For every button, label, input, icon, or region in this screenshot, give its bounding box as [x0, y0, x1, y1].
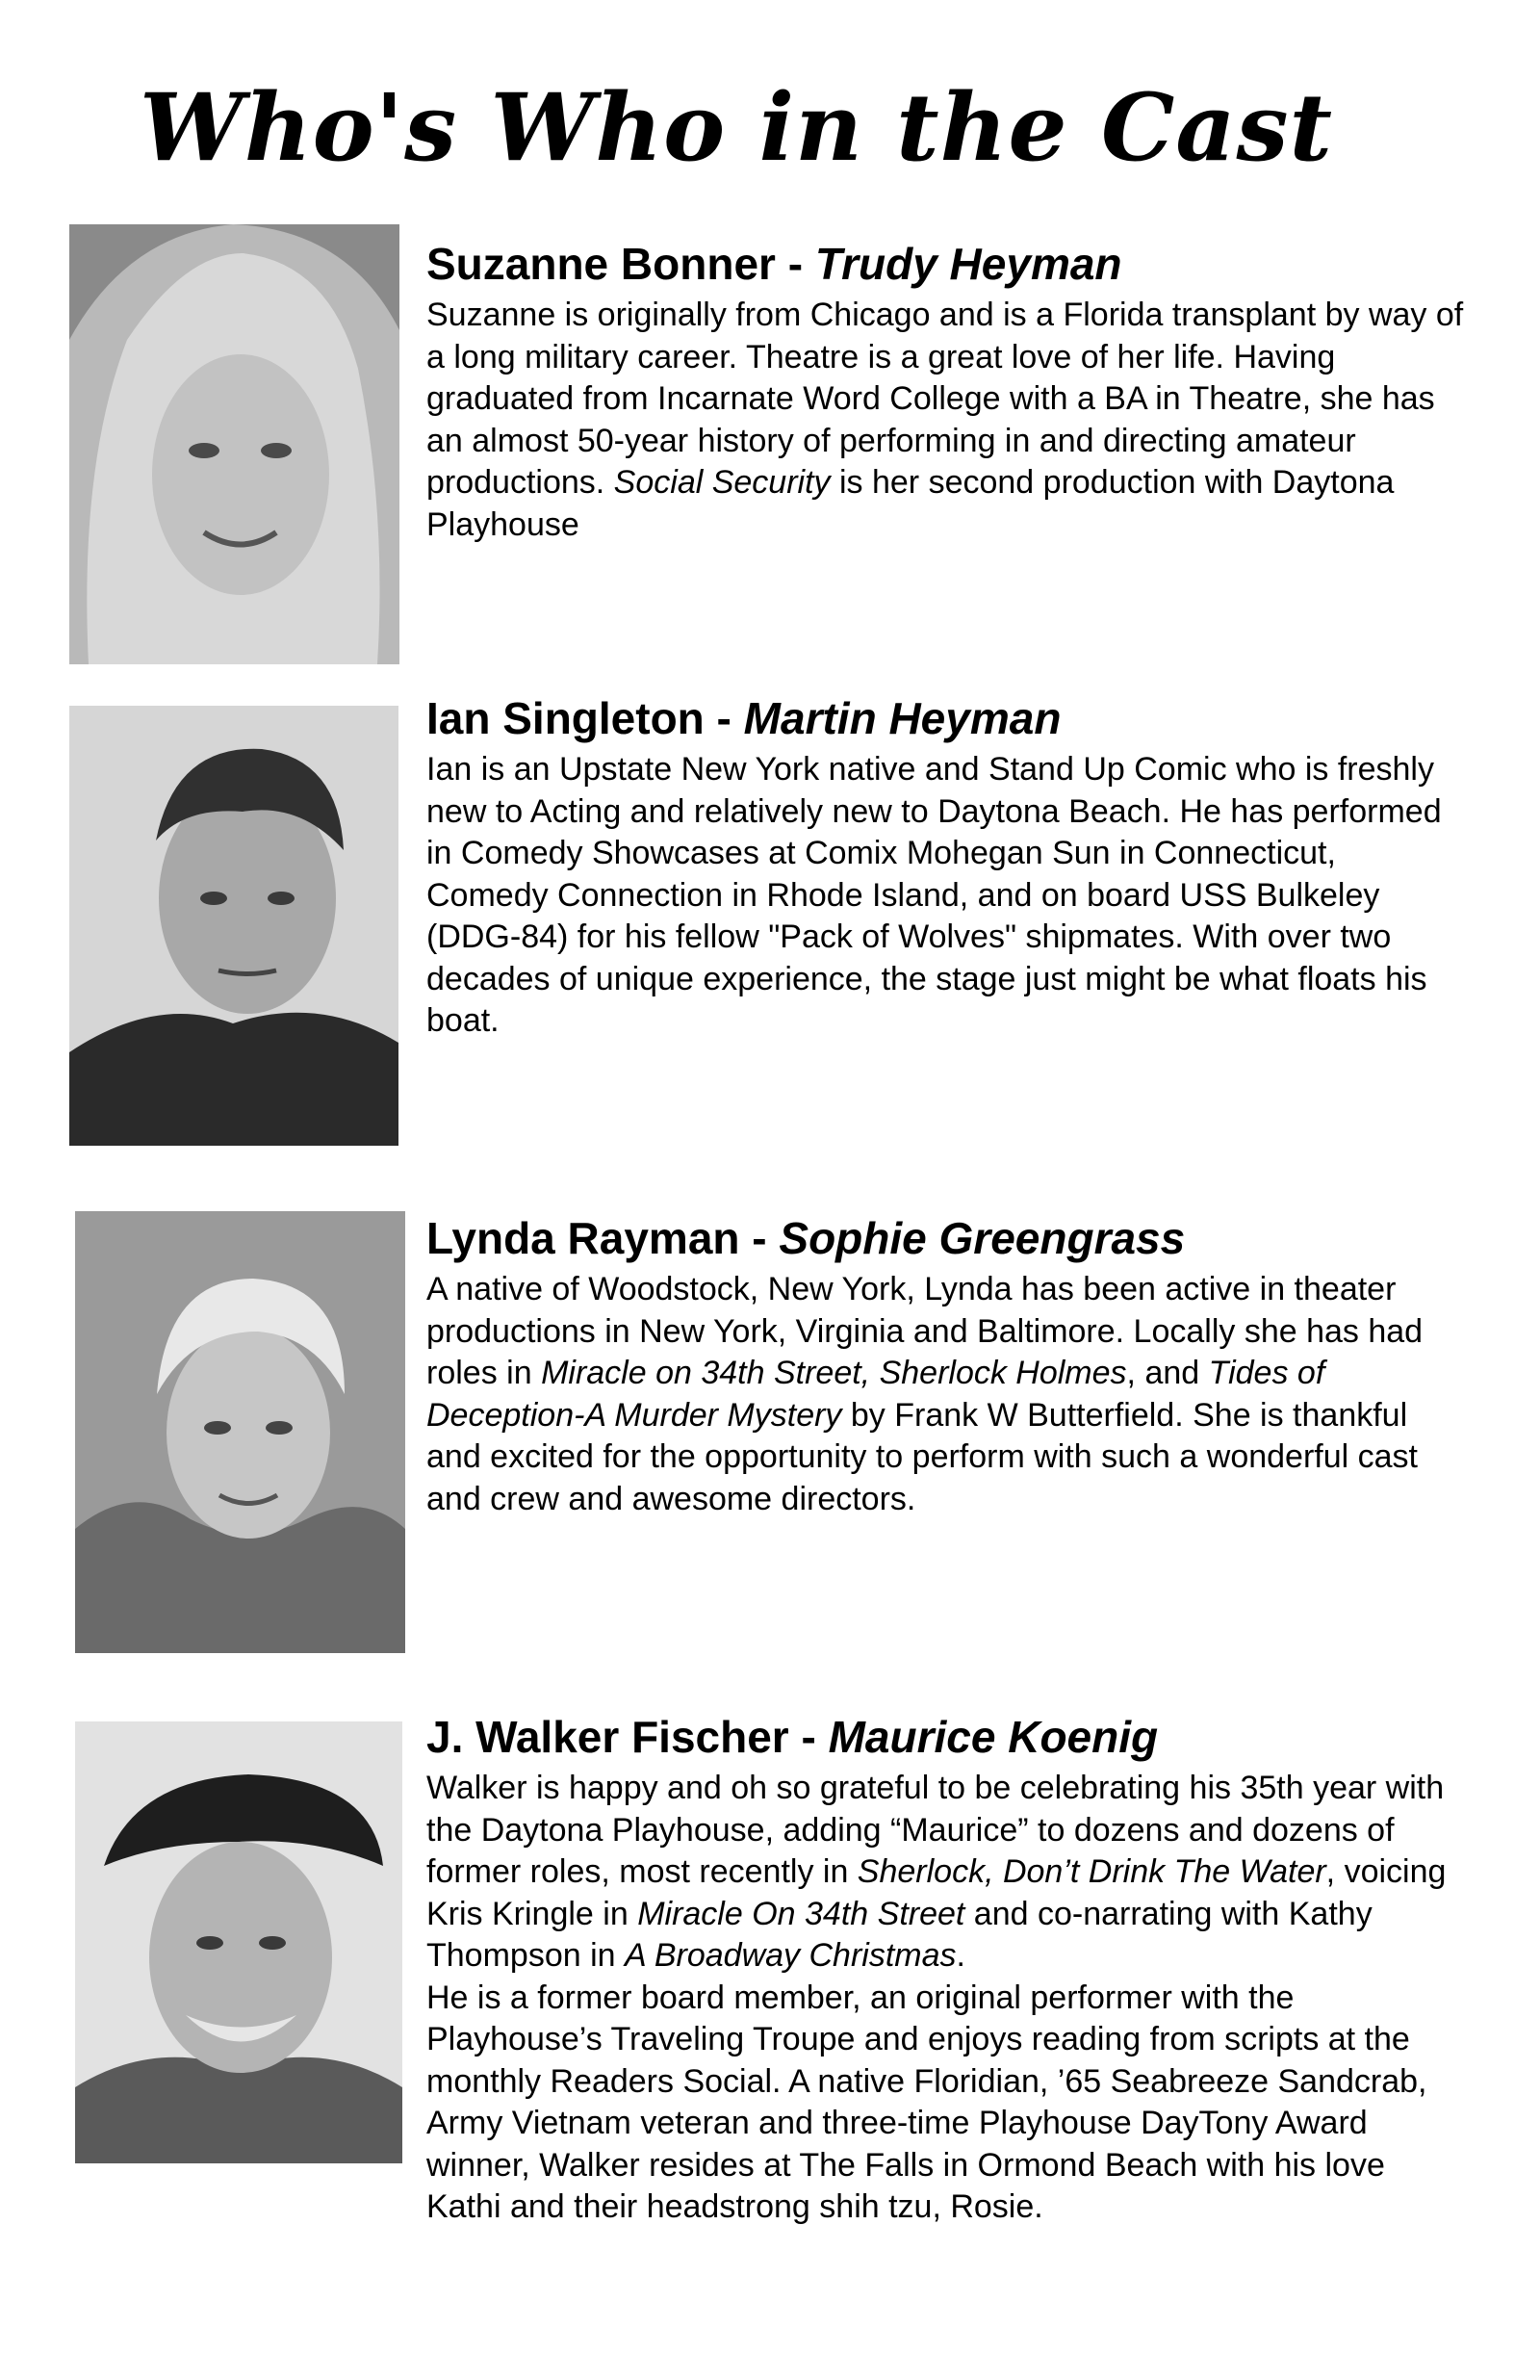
bio-text-run: He is a former board member, an original performer with the Playhouse’s Traveling Troupe and enjoys reading from scripts at the monthly Readers Social. A native Floridian, ’65 Seabreeze Sandcrab, Army Vietnam veteran and three-time Playhouse DayTony Award winner, Walker resides at The Falls in Ormond Beach with his love Kathi and their headstrong shih tzu, Rosie.: [426, 1979, 1427, 2225]
cast-bio: [426, 1768, 1466, 2229]
bio-title-run: Miracle On 34th Street: [637, 1895, 965, 1932]
name-separator: -: [788, 1712, 829, 1762]
cast-heading: [426, 237, 1466, 291]
cast-heading: [426, 1211, 1466, 1265]
actor-name: Lynda Rayman: [426, 1213, 740, 1263]
cast-bio: [426, 1269, 1466, 1520]
cast-bio: [426, 749, 1466, 1043]
bio-text-run: , and: [1126, 1355, 1209, 1391]
headshot-ian-singleton: [69, 706, 398, 1146]
bio-text-run: by Frank W Butterfield. She is thankful and excited for the opportunity to perform with such a wonderful cast and crew and awesome directors.: [426, 1396, 1418, 1517]
name-separator: -: [739, 1213, 780, 1263]
bio-text-run: Ian is an Upstate New York native and Stand Up Comic who is freshly new to Acting and relatively new to Daytona Beach. He has performed in Comedy Showcases at Comix Mohegan Sun in Connecticut, Comedy Connection in Rhode Island, and on board USS Bulkeley (DDG-84) for his fellow "Pack of Wolves" shipmates. With over two decades of unique experience, the stage just might be what floats his boat.: [426, 751, 1442, 1039]
headshot-lynda-rayman: [75, 1211, 405, 1653]
cast-heading: [426, 1710, 1466, 1764]
page-title: Who's Who in the Cast: [140, 73, 1333, 182]
name-separator: -: [775, 239, 815, 289]
bio-title-run: Miracle on 34th Street, Sherlock Holmes: [541, 1355, 1127, 1391]
bio-title-run: A Broadway Christmas: [625, 1937, 957, 1974]
bio-text-run: Walker is happy and oh so grateful to be celebrating his 35th year with the Daytona Playhouse, adding “Maurice” to dozens and dozens of former roles, most recently in: [426, 1770, 1445, 1890]
bio-title-run: Tides of Deception-A Murder Mystery: [426, 1355, 1325, 1434]
actor-name: Suzanne Bonner: [426, 239, 776, 289]
bio-text-run: A native of Woodstock, New York, Lynda has been active in theater productions in New York, Virginia and Baltimore. Locally she has had roles in: [426, 1271, 1424, 1391]
name-separator: -: [704, 693, 744, 743]
bio-title-run: Social Security: [613, 464, 831, 501]
bio-text-run: Suzanne is originally from Chicago and is a Florida transplant by way of a long military career. Theatre is a great love of her life. Having graduated from Incarnate Word College with a BA in Theatre, she has an almost 50-year history of performing in and directing amateur productions.: [426, 297, 1464, 501]
role-name: Trudy Heyman: [814, 239, 1122, 289]
bio-text-run: is her second production with Daytona Playhouse: [426, 464, 1395, 543]
actor-name: J. Walker Fischer: [426, 1712, 789, 1762]
bio-text-run: and co-narrating with Kathy Thompson in: [426, 1895, 1373, 1974]
role-name: Sophie Greengrass: [779, 1213, 1186, 1263]
cast-heading: [426, 691, 1466, 745]
headshot-j-walker-fischer: [75, 1721, 402, 2163]
cast-bio: [426, 295, 1466, 546]
bio-text-run: .: [956, 1937, 965, 1974]
actor-name: Ian Singleton: [426, 693, 705, 743]
role-name: Maurice Koenig: [828, 1712, 1159, 1762]
bio-text-run: , voicing Kris Kringle in: [426, 1853, 1447, 1932]
role-name: Martin Heyman: [743, 693, 1062, 743]
bio-title-run: Sherlock, Don’t Drink The Water: [857, 1853, 1326, 1890]
headshot-suzanne-bonner: [69, 224, 399, 664]
